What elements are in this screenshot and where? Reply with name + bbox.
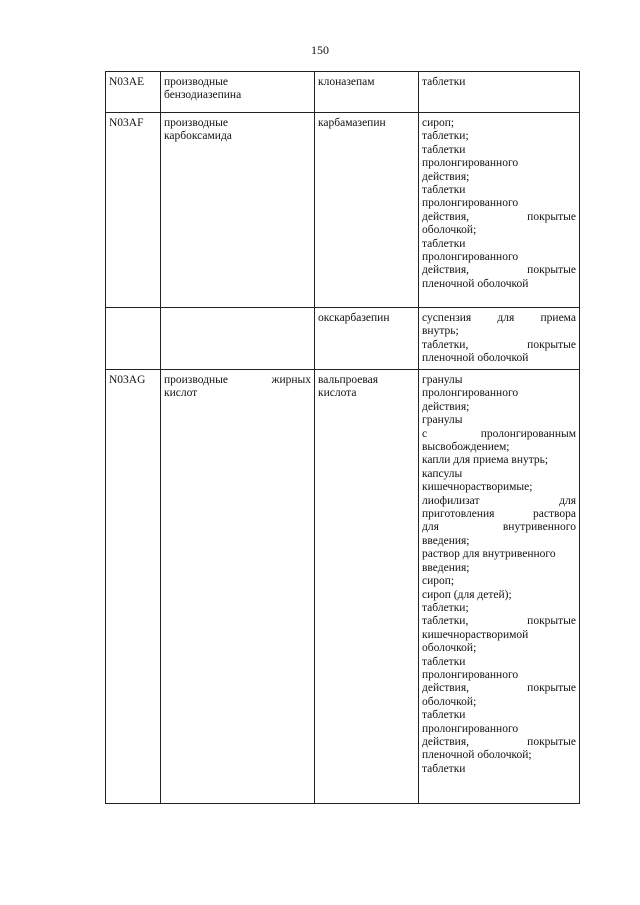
- atc-code-cell: N03AF: [106, 113, 161, 308]
- dosage-form-line-word: приготовления: [422, 508, 495, 521]
- dosage-form-line-word: покрытые: [527, 615, 576, 628]
- dosage-form-line: внутрь;: [422, 325, 459, 338]
- dosage-form-line: действия;: [422, 400, 470, 413]
- dosage-form-line: таблетки: [422, 76, 466, 88]
- dosage-form-line: гранулы: [422, 374, 463, 386]
- dosage-form-line: пролонгированного: [422, 387, 519, 400]
- dosage-form-line: кишечнорастворимые;: [422, 481, 533, 494]
- atc-code-cell: [106, 308, 161, 370]
- dosage-form-line: пролонгированного: [422, 251, 519, 264]
- group-line: [164, 374, 311, 387]
- dosage-form-line-word: для: [422, 521, 439, 534]
- dosage-form-line: введения;: [422, 561, 470, 574]
- dosage-form-line: таблетки;: [422, 601, 469, 614]
- dosage-form-line: пролонгированного: [422, 668, 519, 681]
- dosage-form-line: [422, 736, 576, 749]
- group-cell: [161, 308, 315, 370]
- dosage-form-line: пролонгированного: [422, 157, 519, 170]
- dosage-form-line: [422, 495, 576, 508]
- dosage-form-line-word: раствора: [533, 508, 576, 521]
- dosage-form-line: таблетки;: [422, 130, 469, 143]
- dosage-form-line-word: покрытые: [527, 682, 576, 695]
- dosage-form-line: [422, 615, 576, 628]
- substance-cell: окскарбазепин: [315, 308, 419, 370]
- dosage-form-line: сироп (для детей);: [422, 588, 512, 601]
- group-line: производные: [164, 117, 228, 129]
- dosage-form-line-word: действия,: [422, 735, 469, 748]
- dosage-form-line: [422, 428, 576, 441]
- dosage-form-line: оболочкой;: [422, 642, 477, 655]
- substance-line: кислота: [318, 387, 357, 400]
- dosage-form-line: сироп;: [422, 575, 455, 588]
- group-line: производные: [164, 76, 228, 88]
- dosage-form-line: капсулы: [422, 467, 463, 480]
- substance-cell: [315, 370, 419, 804]
- dosage-form-line: капли для приема внутрь;: [422, 454, 549, 467]
- dosage-form-line: пленочной оболочкой: [422, 277, 529, 290]
- dosage-form-line-word: покрытые: [527, 264, 576, 277]
- atc-code-cell: N03AG: [106, 370, 161, 804]
- table-row: [106, 72, 580, 113]
- group-line-word: производные: [164, 374, 228, 386]
- table-row: [106, 113, 580, 308]
- group-line-word: жирных: [271, 374, 311, 386]
- page-number: 150: [311, 43, 329, 57]
- dosage-form-line-word: таблетки,: [422, 615, 469, 628]
- atc-code-cell: N03AE: [106, 72, 161, 113]
- dosage-form-line-word: таблетки,: [422, 338, 469, 351]
- group-cell: [161, 72, 315, 113]
- dosage-form-line: пролонгированного: [422, 722, 519, 735]
- dosage-forms-cell: [419, 113, 580, 308]
- drug-table: [105, 71, 580, 804]
- table-row: [106, 370, 580, 804]
- dosage-form-line: [422, 312, 576, 325]
- dosage-form-line-word: для: [497, 312, 515, 324]
- dosage-form-line: раствор для внутривенного: [422, 548, 556, 561]
- group-cell: [161, 370, 315, 804]
- dosage-form-line: таблетки: [422, 709, 466, 722]
- dosage-form-line-word: лиофилизат: [422, 494, 480, 507]
- group-line: бензодиазепина: [164, 89, 242, 102]
- dosage-form-line-word: покрытые: [527, 338, 576, 351]
- dosage-form-line: таблетки: [422, 655, 466, 668]
- dosage-form-line-word: с: [422, 427, 428, 440]
- dosage-form-line: [422, 339, 576, 352]
- group-line: карбоксамида: [164, 130, 232, 143]
- dosage-form-line: сироп;: [422, 117, 455, 129]
- dosage-form-line: гранулы: [422, 414, 463, 427]
- dosage-form-line: оболочкой;: [422, 224, 477, 237]
- dosage-form-line: [422, 264, 576, 277]
- dosage-form-line: пленочной оболочкой: [422, 352, 529, 365]
- dosage-form-line: [422, 211, 576, 224]
- dosage-form-line-word: пролонгированным: [480, 427, 576, 440]
- group-cell: [161, 113, 315, 308]
- substance-line: вальпроевая: [318, 374, 379, 386]
- dosage-form-line-word: внутривенного: [502, 521, 576, 534]
- dosage-form-line: таблетки: [422, 762, 466, 775]
- dosage-form-line: введения;: [422, 534, 470, 547]
- table-row: [106, 308, 580, 370]
- dosage-form-line: кишечнорастворимой: [422, 628, 529, 641]
- dosage-form-line: пленочной оболочкой;: [422, 749, 532, 762]
- dosage-form-line-word: действия,: [422, 682, 469, 695]
- dosage-form-line: пролонгированного: [422, 197, 519, 210]
- dosage-form-line: оболочкой;: [422, 695, 477, 708]
- dosage-form-line: таблетки: [422, 237, 466, 250]
- substance-cell: клоназепам: [315, 72, 419, 113]
- dosage-form-line-word: действия,: [422, 264, 469, 277]
- dosage-forms-cell: [419, 370, 580, 804]
- dosage-form-line: таблетки: [422, 184, 466, 197]
- substance-cell: карбамазепин: [315, 113, 419, 308]
- dosage-form-line-word: покрытые: [527, 735, 576, 748]
- dosage-forms-cell: [419, 72, 580, 113]
- dosage-form-line: [422, 508, 576, 521]
- dosage-forms-cell: [419, 308, 580, 370]
- dosage-form-line: действия;: [422, 170, 470, 183]
- dosage-form-line: [422, 521, 576, 534]
- dosage-form-line-word: покрытые: [527, 210, 576, 223]
- dosage-form-line-word: действия,: [422, 210, 469, 223]
- dosage-form-line-word: суспензия: [422, 312, 472, 324]
- dosage-form-line: [422, 682, 576, 695]
- dosage-form-line: высвобождением;: [422, 441, 510, 454]
- dosage-form-line-word: приема: [540, 312, 576, 324]
- dosage-form-line-word: для: [559, 494, 576, 507]
- group-line: кислот: [164, 387, 198, 400]
- dosage-form-line: таблетки: [422, 143, 466, 156]
